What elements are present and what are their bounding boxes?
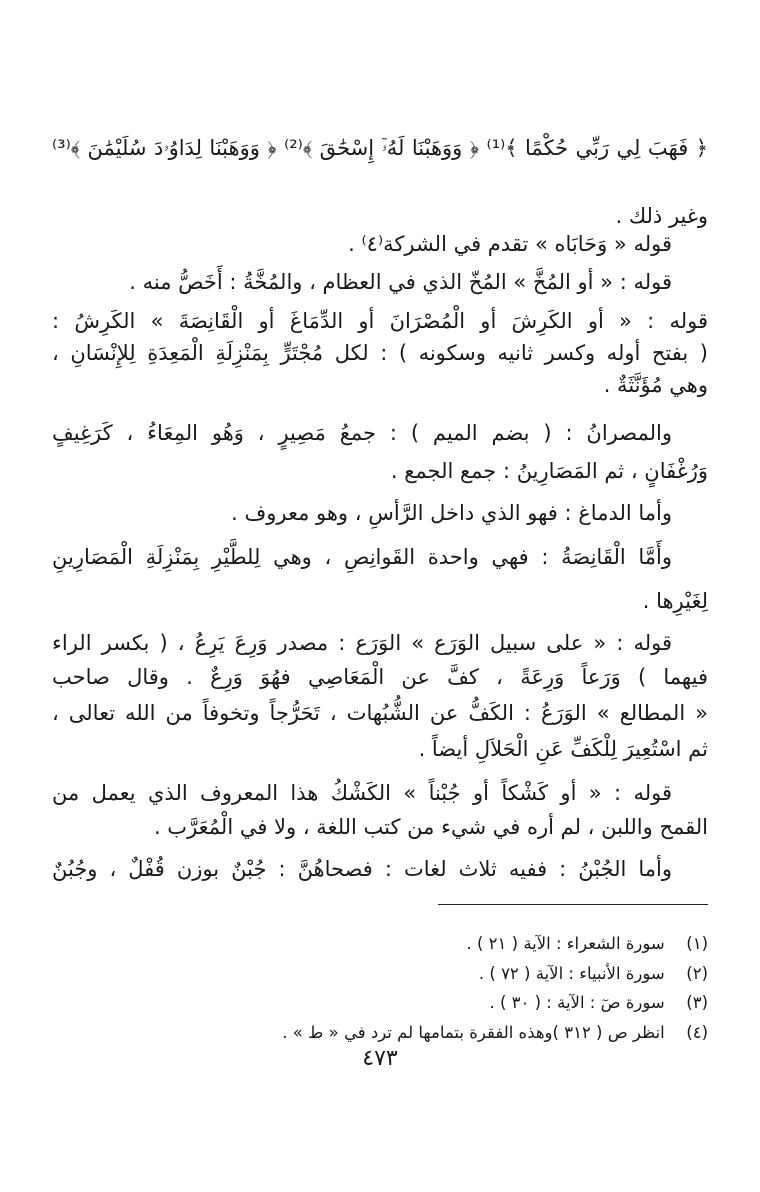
footnote-number: (٢) <box>686 964 708 983</box>
text-line: ( بفتح أوله وكسر ثانيه وسكونه ) : لكل مُجْتَرٍّ بِمَنْزِلَةِ الْمَعِدَةِ لِلإِنْسَانِ ، <box>52 341 708 365</box>
page-number: ٤٧٣ <box>362 1046 398 1071</box>
footnote-4 <box>52 1019 708 1047</box>
text-line: قوله : « أو الكَرِشَ أو الْمُصْرَانَ أو الدِّمَاغَ أو الْقَانِصَةَ » الكَرِشُ : <box>52 309 708 333</box>
text-line: وَرُغْفَانٍ ، ثم المَصَارِينُ : جمع الجمع . <box>390 459 708 483</box>
text-line: « المطالع » الوَرَعُ : الكَفُّ عن الشُّبُهات ، تَحَرُّجاً وتخوفاً من الله تعالى ، <box>52 701 708 725</box>
text-line: القمح واللبن ، لم أره في شيء من كتب اللغة ، ولا في الْمُعَرَّب . <box>153 815 708 839</box>
footnote-number: (١) <box>686 934 708 953</box>
footnote-2 <box>52 960 708 988</box>
footnote-text: سورة الأنبياء : الآية ( ٧٢ ) . <box>478 964 665 983</box>
footnote-divider <box>438 904 708 905</box>
text-line: وهي مُؤَنَّثَةٌ . <box>603 373 708 397</box>
footnote-text: سورة صٓ : الآية : ( ٣٠ ) . <box>489 993 665 1012</box>
footnote-text: انظر ص ( ٣١٢ )وهذه الفقرة بتمامها لم ترد في « ط » . <box>282 1023 665 1042</box>
text-line: وأَمَّا الْقَانِصَةُ : فهي واحدة القَوانِصِ ، وهي لِلطَّيْرِ بِمَنْزِلَةِ الْمَصَارِينِ <box>52 545 672 569</box>
text-line: وأما الدماغ : فهو الذي داخل الرَّأسِ ، وهو معروف . <box>231 501 672 525</box>
text-line: فيهما ) وَرَعاً وَرِعَةً ، كفَّ عن الْمَعَاصِي فهُوَ وَرِعٌ . وقال صاحب <box>52 665 708 689</box>
text-line: وغير ذلك . <box>615 204 708 228</box>
footnote-text: سورة الشعراء : الآية ( ٢١ ) . <box>466 934 665 953</box>
text-line: لِغَيْرِها . <box>642 589 708 613</box>
text-line: قوله : « على سبيل الوَرَع » الوَرَع : مصدر وَرِعَ يَرِعُ ، ( بكسر الراء <box>52 631 672 655</box>
footnote-1 <box>52 930 708 958</box>
text-line: والمصرانُ : ( بضم الميم ) : جمعُ مَصِيرٍ ، وَهُو المِعَاءُ ، كَرَغِيفٍ <box>52 421 672 445</box>
footnote-3 <box>52 989 708 1017</box>
footnote-number: (٣) <box>686 993 708 1012</box>
footnote-number: (٤) <box>686 1023 708 1042</box>
text-line: ثم اسْتُعِيرَ لِلْكَفِّ عَنِ الْحَلاَلِ أيضاً . <box>418 737 708 761</box>
text-line: قوله « وَحَابَاه » تقدم في الشركة⁽٤⁾ . <box>348 232 672 256</box>
text-line-quran-verses: ﴿ فَهَبَ لِي رَبِّي حُكْمًا ﴾⁽¹⁾ ﴿ وَوَهَبْنَا لَهُۥٓ إِسْحَٰقَ ﴾⁽²⁾ ﴿ وَوَهَبْنَا لِدَاوُۥدَ سُلَيْمَٰنَ ﴾⁽³⁾ <box>52 136 708 160</box>
text-line: قوله : « أو كَشْكاً أو جُبْناً » الكَشْكُ هذا المعروف الذي يعمل من <box>52 781 672 805</box>
text-line: قوله : « أو المُخَّ » المُخّ الذي في العظام ، والمُخَّةُ : أَخَصُّ منه . <box>129 270 672 294</box>
text-line: وأما الجُبْنُ : ففيه ثلاث لغات : فصحاهُنَّ : جُبْنٌ بوزن قُفْلٌ ، وجُبُنٌ <box>52 857 672 881</box>
